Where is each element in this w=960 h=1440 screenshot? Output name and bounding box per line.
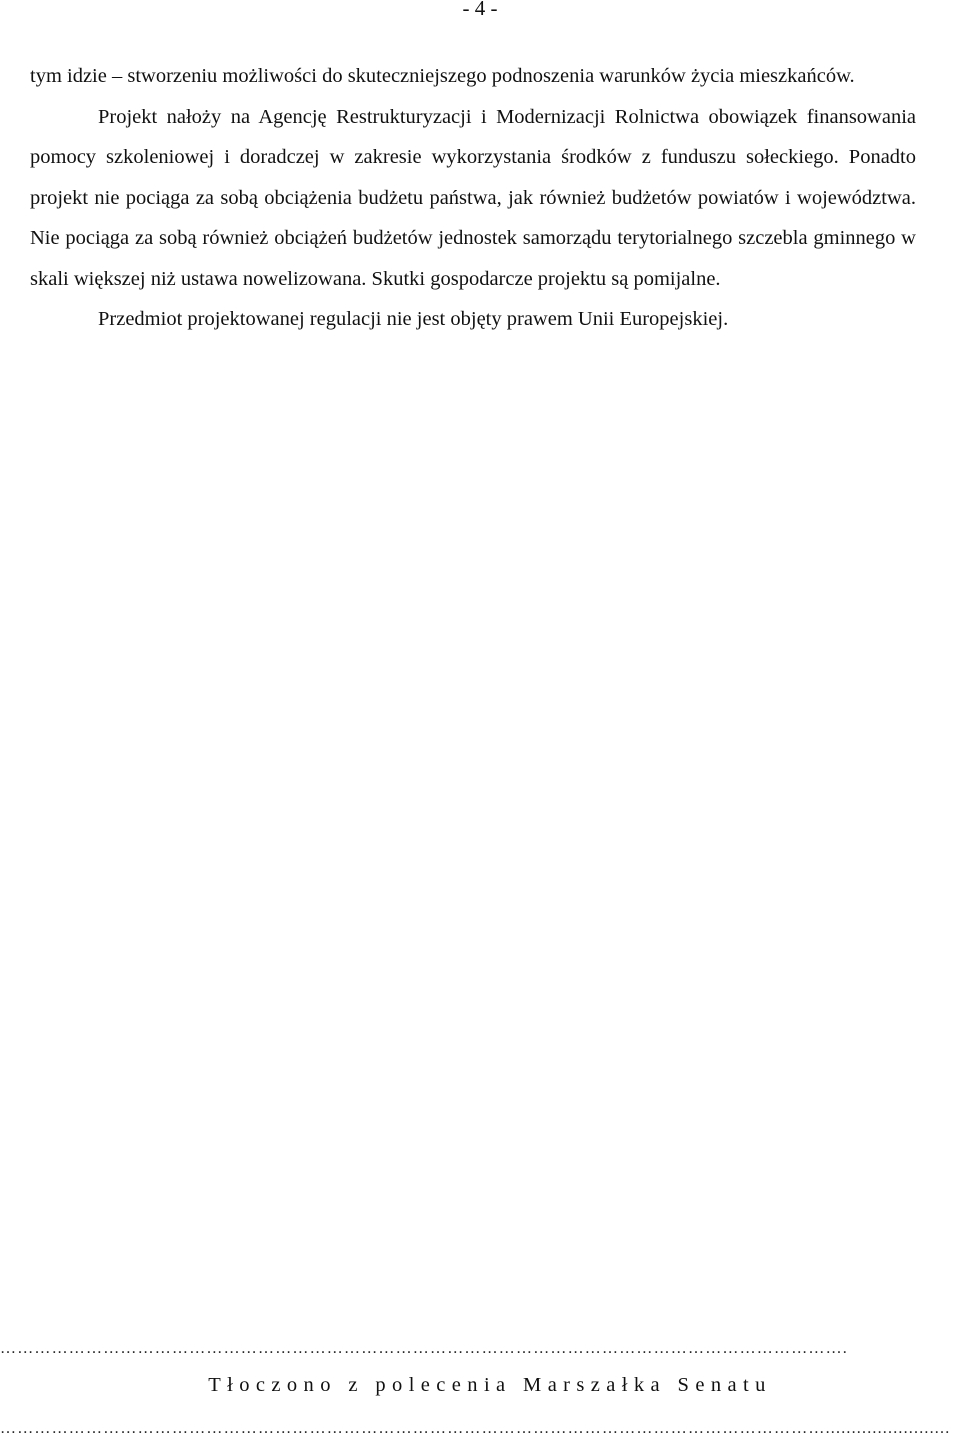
footer-printing-note: Tłoczono z polecenia Marszałka Senatu bbox=[208, 1374, 772, 1396]
document-body bbox=[30, 56, 916, 340]
page-number: - 4 - bbox=[462, 0, 498, 20]
footer-dotted-line-top: …………………………………………………………………………………………………………………………………. bbox=[0, 1340, 848, 1357]
paragraph-2: Projekt nałoży na Agencję Restrukturyzacji i Modernizacji Rolnictwa obowiązek finansowania pomocy szkoleniowej i doradczej w zakresie wykorzystania środków z funduszu sołeckiego. Ponadto projekt nie pociąga za sobą obciążenia budżetu państwa, jak również budżetów powiatów i województwa. Nie pociąga za sobą również obciążeń budżetów jednostek samorządu terytorialnego szczebla gminnego w skali większej niż ustawa nowelizowana. Skutki gospodarcze projektu są pomijalne. bbox=[30, 105, 916, 290]
paragraph-1: tym idzie – stworzeniu możliwości do skuteczniejszego podnoszenia warunków życia mieszkańców. bbox=[30, 65, 855, 87]
paragraph-3: Przedmiot projektowanej regulacji nie jest objęty prawem Unii Europejskiej. bbox=[98, 308, 729, 330]
footer-dotted-line-bottom: ………………………………………………………………………………………………………………………………........................ bbox=[0, 1420, 951, 1437]
